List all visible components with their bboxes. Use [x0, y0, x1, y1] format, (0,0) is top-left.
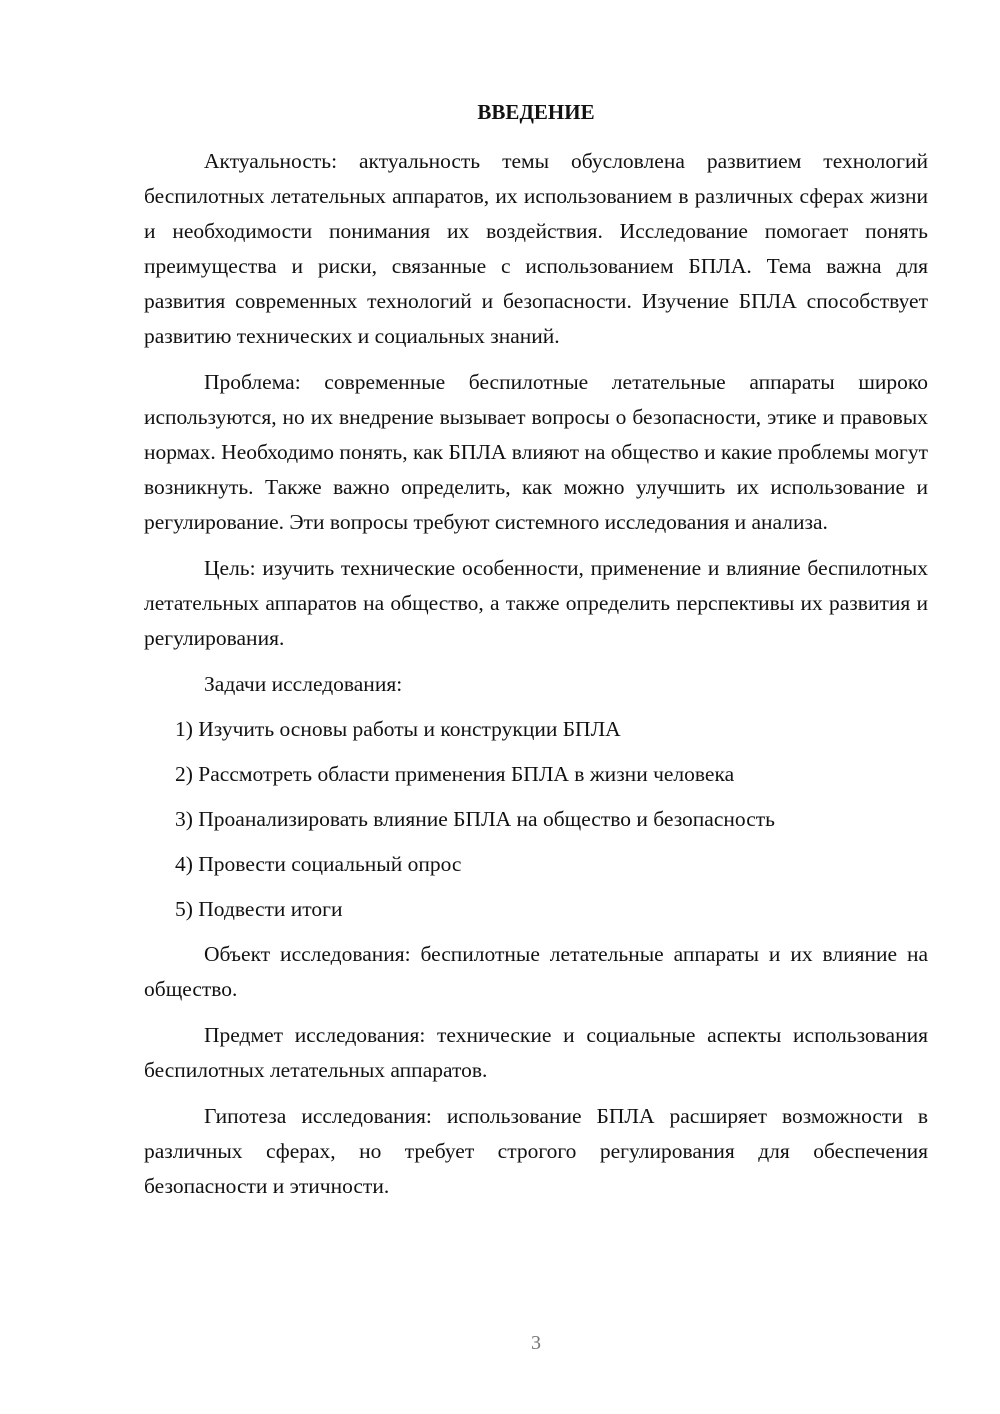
hypothesis-paragraph: Гипотеза исследования: использование БПЛА расширяет возможности в различных сферах, но требует строгого регулирования для обеспечения безопасности и этичности.	[144, 1104, 928, 1198]
tasks-heading: Задачи исследования:	[204, 672, 403, 696]
object-paragraph: Объект исследования: беспилотные летательные аппараты и их влияние на общество.	[144, 942, 928, 1001]
section-title: ВВЕДЕНИЕ	[477, 100, 595, 124]
subject-paragraph: Предмет исследования: технические и социальные аспекты использования беспилотных летательных аппаратов.	[144, 1023, 928, 1082]
task-list	[144, 712, 928, 927]
relevance-paragraph: Актуальность: актуальность темы обусловлена развитием технологий беспилотных летательных аппаратов, их использованием в различных сферах жизни и необходимости понимания их воздействия. Исследование помогает понять преимущества и риски, связанные с использованием БПЛА. Тема важна для развития современных технологий и безопасности. Изучение БПЛА способствует развитию технических и социальных знаний.	[144, 149, 928, 348]
task-item: 1) Изучить основы работы и конструкции БПЛА	[175, 717, 621, 741]
page-number: 3	[531, 1332, 541, 1354]
task-item: 5) Подвести итоги	[175, 897, 343, 921]
goal-paragraph: Цель: изучить технические особенности, применение и влияние беспилотных летательных аппаратов на общество, а также определить перспективы их развития и регулирования.	[144, 556, 928, 650]
problem-paragraph: Проблема: современные беспилотные летательные аппараты широко используются, но их внедрение вызывает вопросы о безопасности, этике и правовых нормах. Необходимо понять, как БПЛА влияют на общество и какие проблемы могут возникнуть. Также важно определить, как можно улучшить их использование и регулирование. Эти вопросы требуют системного исследования и анализа.	[144, 370, 928, 534]
document-page	[144, 96, 928, 1215]
task-item: 2) Рассмотреть области применения БПЛА в жизни человека	[175, 762, 735, 786]
task-item: 4) Провести социальный опрос	[175, 852, 462, 876]
task-item: 3) Проанализировать влияние БПЛА на общество и безопасность	[175, 807, 775, 831]
